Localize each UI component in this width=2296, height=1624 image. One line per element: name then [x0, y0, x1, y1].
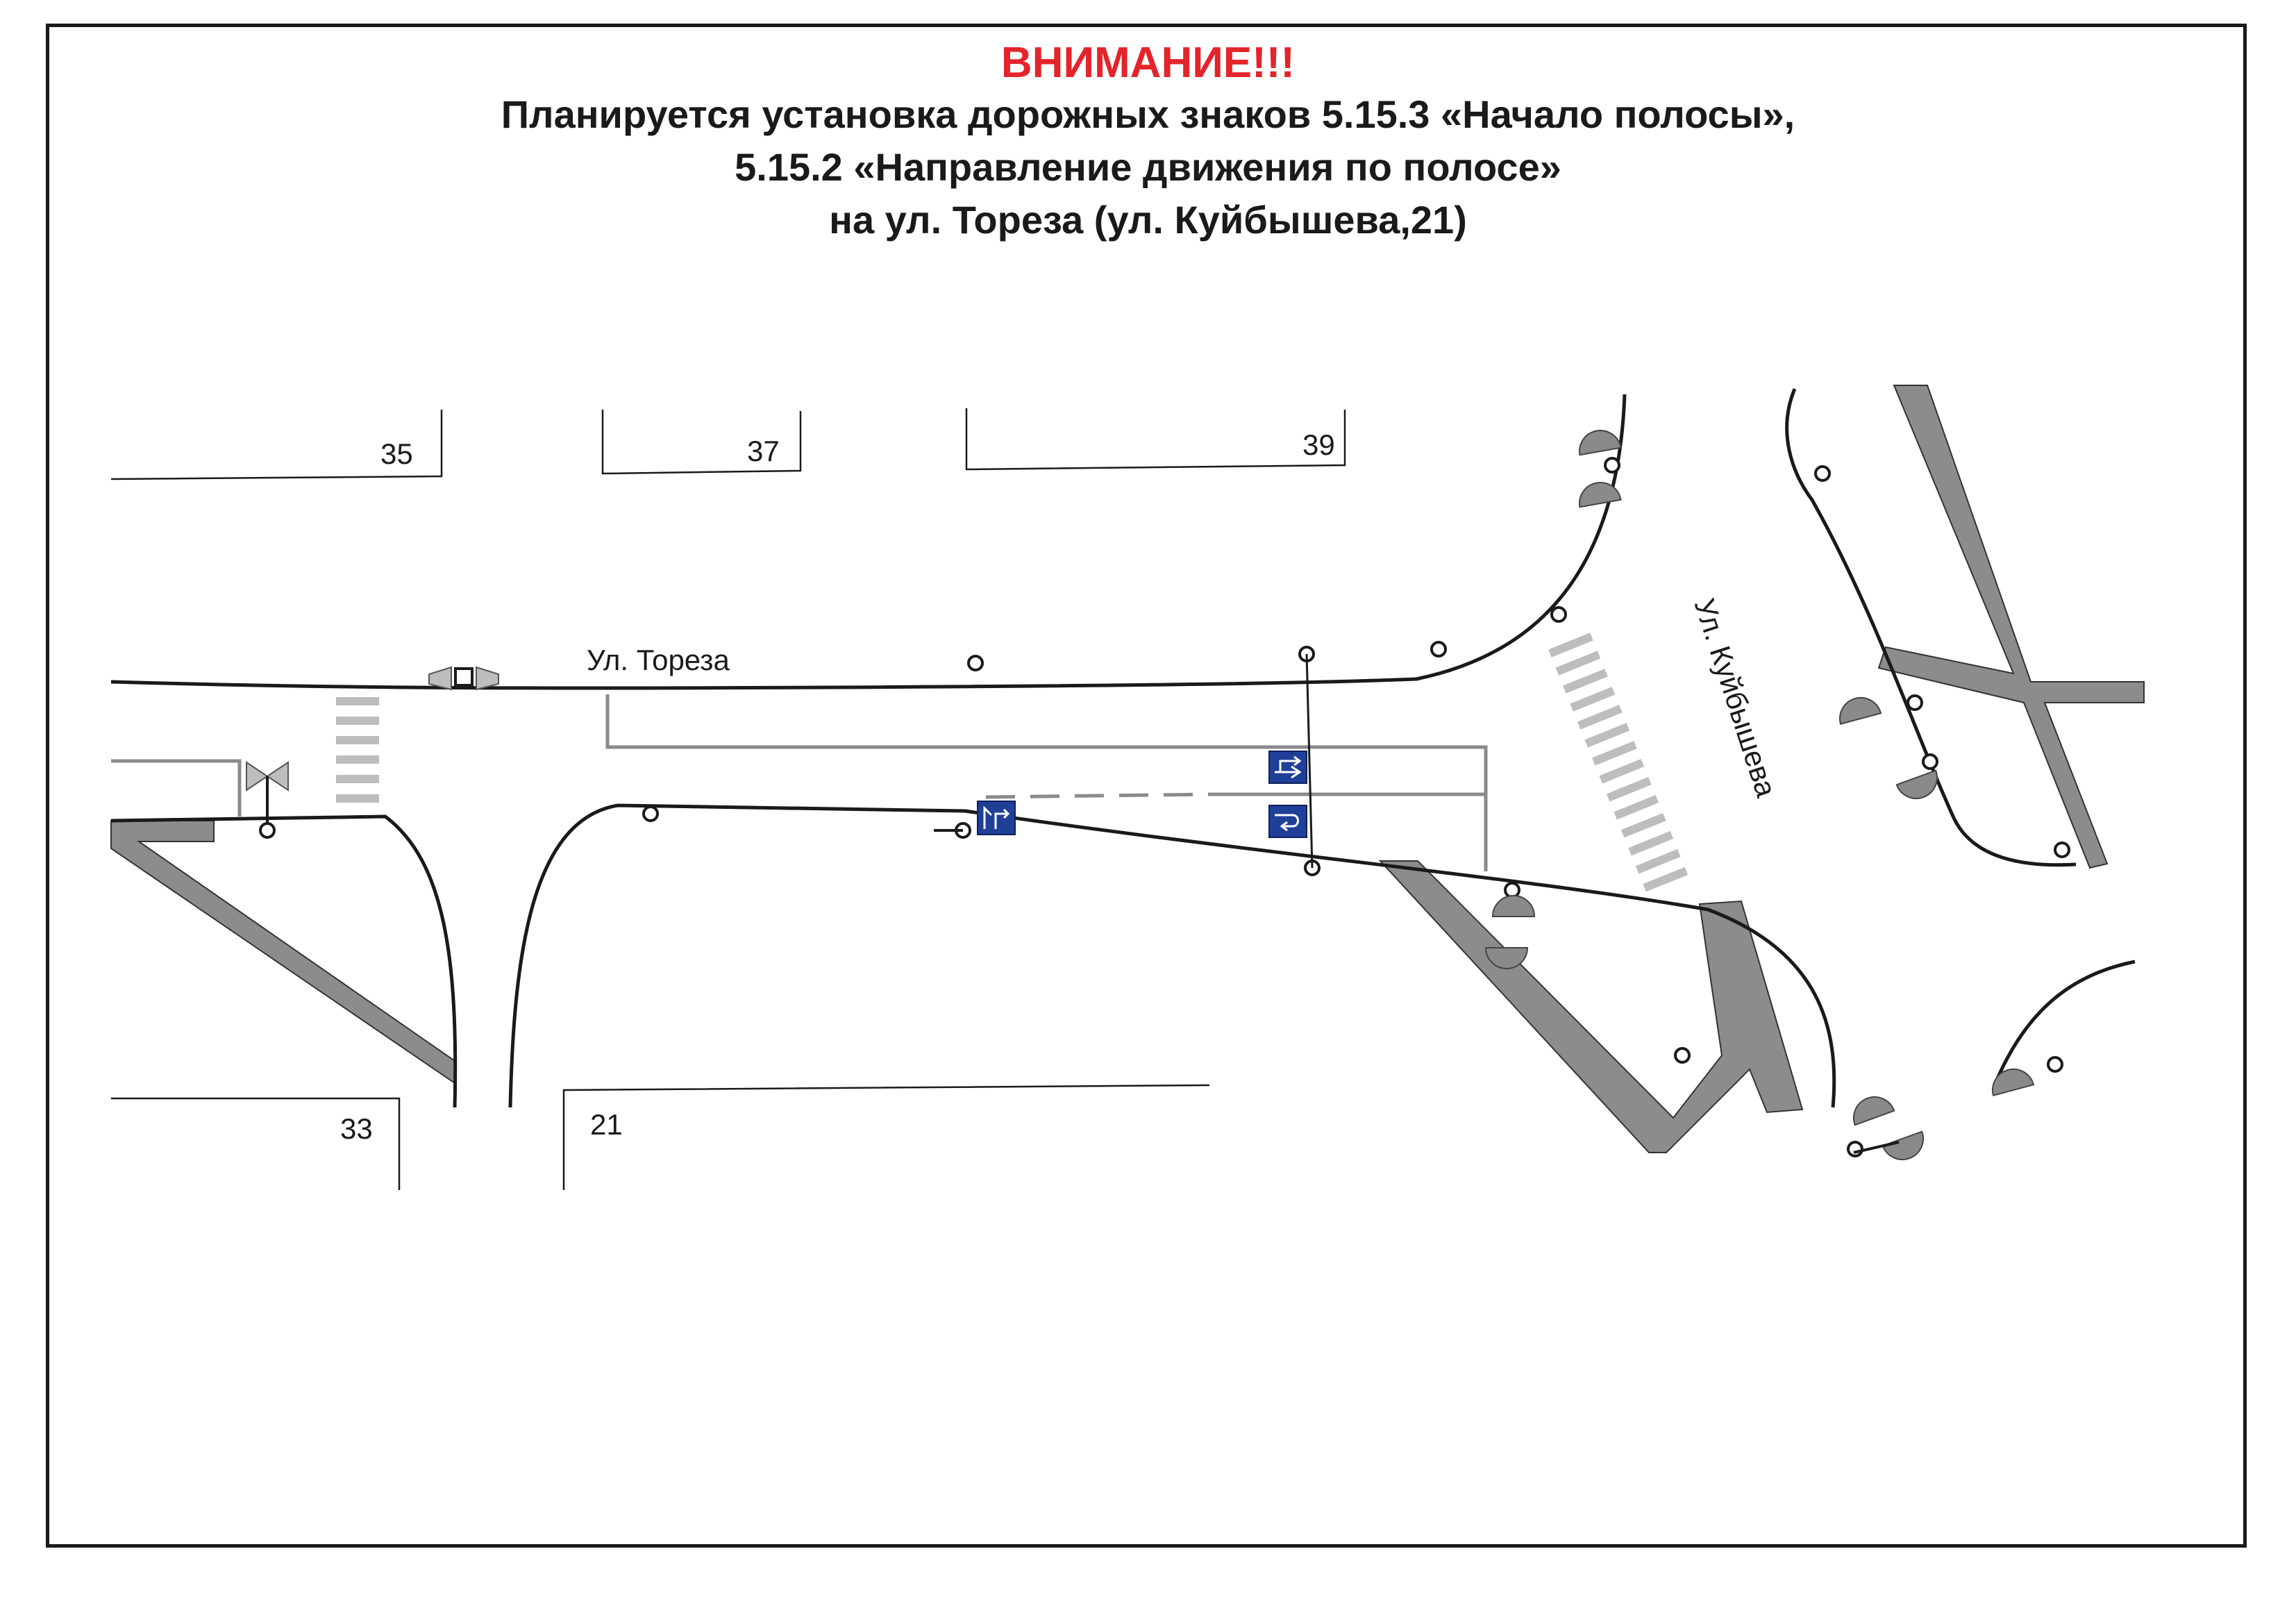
pole-icon [260, 823, 274, 837]
pole-icon [1675, 1048, 1689, 1062]
building-35-label: 35 [380, 437, 413, 470]
dashed-lane-lines [826, 747, 1212, 797]
pole-icon [969, 656, 982, 670]
tramway-tracks [111, 385, 2144, 1153]
traffic-light-icon [1897, 771, 1943, 805]
pole-icon [1605, 458, 1619, 472]
pole-icon [1432, 642, 1446, 656]
crosswalk-kuibysheva [1548, 633, 1688, 891]
building-33-label: 33 [340, 1112, 373, 1145]
pole-icon [1552, 608, 1566, 621]
kuibysheva-east-corner [1996, 962, 2135, 1082]
notice-line-2: 5.15.2 «Направление движения по полосе» [735, 145, 1561, 189]
median-left [607, 694, 1486, 871]
building-39-label: 39 [1302, 428, 1335, 461]
notice-line-1: Планируется установка дорожных знаков 5.15.3 «Начало полосы», [501, 92, 1795, 136]
toreza-north-edge [111, 394, 1625, 688]
pole-icon [2055, 843, 2069, 857]
pole-icon [1923, 755, 1937, 769]
building-21-outline [564, 1085, 1209, 1190]
pole-icon [2048, 1057, 2062, 1071]
pole-icon [1848, 1142, 1862, 1156]
poles [260, 458, 2069, 1156]
road-sign-icon [1269, 805, 1307, 837]
traffic-light-icon [1835, 693, 1881, 724]
sign-pole-line [1307, 654, 1312, 868]
traffic-light-icon [1486, 896, 1534, 969]
pole-icon [1908, 696, 1922, 710]
building-21-label: 21 [590, 1108, 623, 1141]
crosswalk-west [336, 697, 379, 803]
pole-icon [1816, 467, 1829, 480]
west-service-road [111, 761, 240, 817]
building-37-label: 37 [747, 435, 780, 467]
road-sign-icon [1269, 751, 1307, 783]
street-label-kuibysheva: Ул. Куйбышева [1688, 594, 1783, 801]
traffic-light-icon [429, 667, 498, 689]
traffic-light-icon [246, 762, 288, 825]
building-39-outline [966, 408, 1345, 469]
road-sign-icon [978, 801, 1015, 835]
attention-title: ВНИМАНИЕ!!! [1000, 39, 1296, 87]
notice-line-3: на ул. Тореза (ул. Куйбышева,21) [829, 198, 1467, 242]
buildings [111, 408, 1345, 1190]
traffic-light-icon [1988, 1064, 2034, 1096]
street-label-toreza: Ул. Тореза [587, 644, 730, 676]
pole-icon [1505, 883, 1519, 897]
pole-icon [644, 807, 657, 821]
